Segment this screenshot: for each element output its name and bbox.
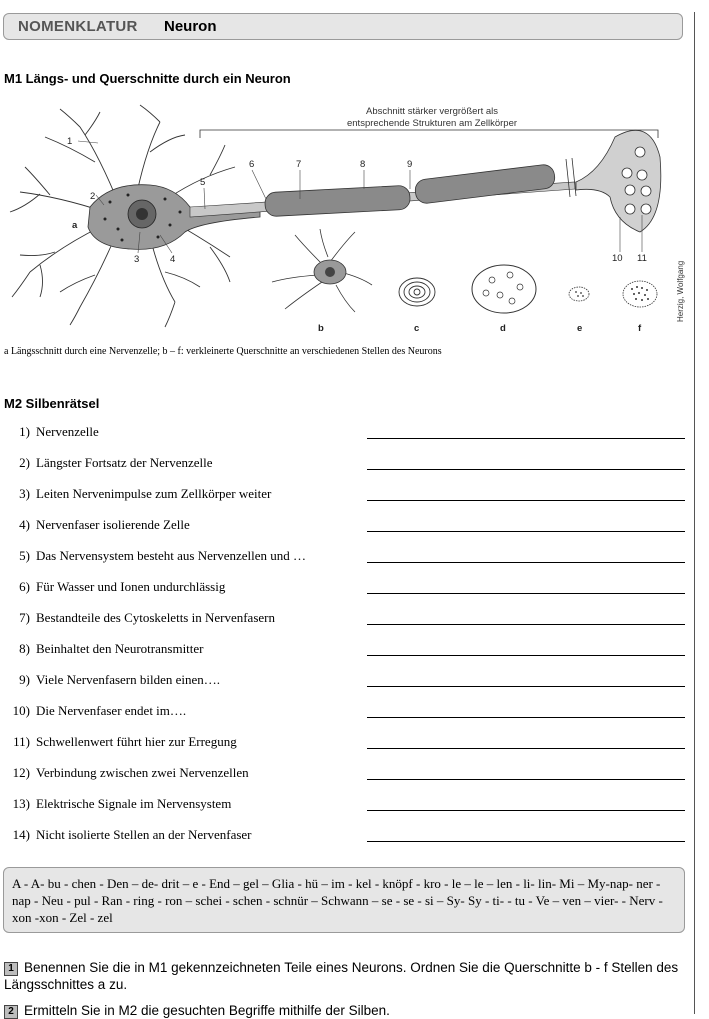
cross-section-f xyxy=(623,281,657,307)
answer-line[interactable] xyxy=(367,655,685,656)
label-7: 7 xyxy=(296,159,302,170)
m2-title: M2 Silbenrätsel xyxy=(4,396,100,411)
question-number: 2) xyxy=(19,455,30,470)
label-11: 11 xyxy=(637,253,647,264)
question-number: 14) xyxy=(12,827,30,842)
m1-title: M1 Längs- und Querschnitte durch ein Neuron xyxy=(4,71,291,86)
question-number: 5) xyxy=(19,548,30,563)
task-2-number: 2 xyxy=(4,1005,18,1019)
cross-section-e xyxy=(569,287,589,301)
annotation-bracket xyxy=(200,130,658,138)
answer-line[interactable] xyxy=(367,779,685,780)
m1-caption: a Längsschnitt durch eine Nervenzelle; b – f: verkleinerte Querschnitte an verschiedenen Stellen des Neurons xyxy=(4,346,442,357)
label-b: b xyxy=(318,323,324,334)
question-text: Elektrische Signale im Nervensystem xyxy=(36,796,232,811)
question-row xyxy=(0,424,690,454)
question-number: 13) xyxy=(12,796,30,811)
question-text: Bestandteile des Cytoskeletts in Nervenfasern xyxy=(36,610,275,625)
question-row xyxy=(0,796,690,826)
question-row xyxy=(0,579,690,609)
question-row xyxy=(0,486,690,516)
label-d: d xyxy=(500,323,506,334)
task-2 xyxy=(4,1002,684,1019)
label-e: e xyxy=(577,323,583,334)
question-row xyxy=(0,672,690,702)
question-text: Das Nervensystem besteht aus Nervenzellen und … xyxy=(36,548,307,563)
question-row xyxy=(0,734,690,764)
question-text: Die Nervenfaser endet im…. xyxy=(36,703,187,718)
answer-line[interactable] xyxy=(367,624,685,625)
question-text: Längster Fortsatz der Nervenzelle xyxy=(36,455,213,470)
question-row xyxy=(0,827,690,857)
answer-line[interactable] xyxy=(367,531,685,532)
answer-line[interactable] xyxy=(367,686,685,687)
answer-line[interactable] xyxy=(367,748,685,749)
question-number: 10) xyxy=(12,703,30,718)
axon-break xyxy=(566,158,576,197)
label-5: 5 xyxy=(200,177,206,188)
annotation-line-1: Abschnitt stärker vergrößert als xyxy=(366,106,498,117)
terminal-button xyxy=(576,130,661,232)
label-9: 9 xyxy=(407,159,413,170)
task-1 xyxy=(4,959,684,993)
question-text: Leiten Nervenimpulse zum Zellkörper weiter xyxy=(36,486,272,501)
question-number: 1) xyxy=(19,424,30,439)
answer-line[interactable] xyxy=(367,593,685,594)
question-number: 7) xyxy=(19,610,30,625)
cross-section-d xyxy=(472,265,536,313)
question-row xyxy=(0,703,690,733)
question-text: Schwellenwert führt hier zur Erregung xyxy=(36,734,237,749)
annotation-line-2: entsprechende Strukturen am Zellkörper xyxy=(346,118,518,129)
label-10: 10 xyxy=(612,253,623,264)
cell-body xyxy=(88,185,260,250)
question-text: Viele Nervenfasern bilden einen…. xyxy=(36,672,221,687)
question-row xyxy=(0,641,690,671)
question-number: 8) xyxy=(19,641,30,656)
neuron-figure xyxy=(0,97,690,342)
question-text: Nicht isolierte Stellen an der Nervenfaser xyxy=(36,827,252,842)
question-text: Nervenfaser isolierende Zelle xyxy=(36,517,190,532)
worksheet-header xyxy=(3,13,683,40)
label-6: 6 xyxy=(249,159,255,170)
question-row xyxy=(0,455,690,485)
label-f: f xyxy=(638,323,642,334)
question-text: Beinhaltet den Neurotransmitter xyxy=(36,641,204,656)
task-1-text: Benennen Sie die in M1 gekennzeichneten Teile eines Neurons. Ordnen Sie die Querschnitte b - f Stellen des Längsschnittes a zu. xyxy=(4,960,679,992)
syllable-box: A - A- bu - chen - Den – de- drit – e - End – gel – Glia - hü – im - kel - knöpf - kro - le – le – len - li- lin- Mi – My-nap- ner - nap - Neu - pul - Ran - ring - ron – schei - schen - schnür – Schwann – se - se - si – Sy- Sy - ti- - tu - Ve – ven – vier- - Nerv - xon -xon - Zel - zel xyxy=(3,867,685,933)
question-number: 12) xyxy=(12,765,30,780)
margin-rule xyxy=(694,12,695,1014)
answer-line[interactable] xyxy=(367,500,685,501)
label-3: 3 xyxy=(134,254,140,265)
task-1-number: 1 xyxy=(4,962,18,976)
answer-line[interactable] xyxy=(367,810,685,811)
answer-line[interactable] xyxy=(367,841,685,842)
cross-section-c xyxy=(399,278,435,306)
label-8: 8 xyxy=(360,159,366,170)
question-number: 4) xyxy=(19,517,30,532)
question-number: 9) xyxy=(19,672,30,687)
answer-line[interactable] xyxy=(367,438,685,439)
label-4: 4 xyxy=(170,254,176,265)
label-2: 2 xyxy=(90,191,96,202)
question-text: Nervenzelle xyxy=(36,424,99,439)
myelin-sheath-2 xyxy=(414,164,556,205)
question-row xyxy=(0,765,690,795)
header-title: Neuron xyxy=(164,18,217,35)
question-number: 6) xyxy=(19,579,30,594)
question-text: Verbindung zwischen zwei Nervenzellen xyxy=(36,765,249,780)
header-keyword: NOMENKLATUR xyxy=(18,18,138,35)
myelin-sheath-1 xyxy=(264,185,410,217)
question-row xyxy=(0,610,690,640)
nucleolus xyxy=(136,208,148,220)
answer-line[interactable] xyxy=(367,562,685,563)
label-c: c xyxy=(414,323,420,334)
label-a: a xyxy=(72,220,78,231)
image-credit: Herzig, Wolfgang xyxy=(676,260,685,322)
question-row xyxy=(0,517,690,547)
question-number: 11) xyxy=(13,734,30,749)
task-2-text: Ermitteln Sie in M2 die gesuchten Begriffe mithilfe der Silben. xyxy=(24,1003,390,1018)
label-1: 1 xyxy=(67,136,73,147)
question-number: 3) xyxy=(19,486,30,501)
question-row xyxy=(0,548,690,578)
answer-line[interactable] xyxy=(367,717,685,718)
question-text: Für Wasser und Ionen undurchlässig xyxy=(36,579,226,594)
answer-line[interactable] xyxy=(367,469,685,470)
